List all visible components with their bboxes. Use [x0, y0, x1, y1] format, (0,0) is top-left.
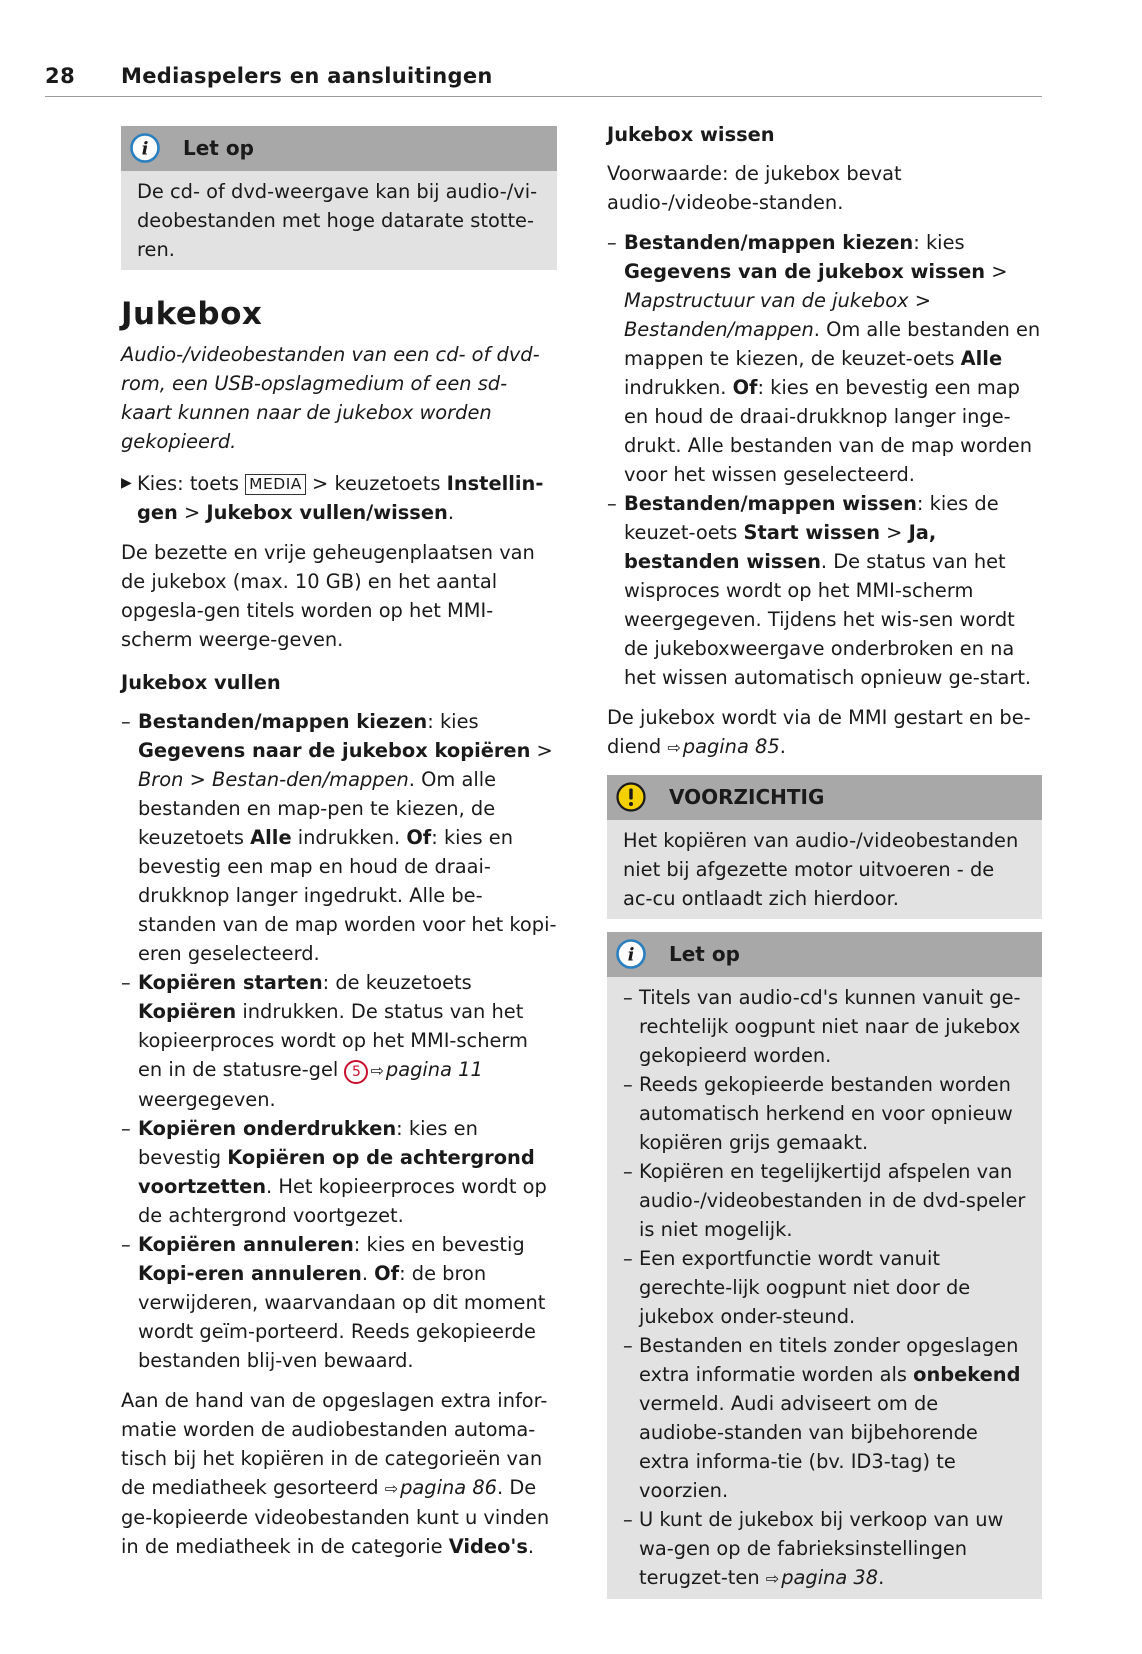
note-box: [607, 932, 1042, 1599]
media-key: MEDIA: [245, 474, 306, 495]
list-item: – Kopiëren en tegelijkertijd afspelen van audio-/videobestanden in de dvd-speler is niet mogelijk.: [623, 1157, 1026, 1244]
list-item: – Kopiëren annuleren: kies en bevestig Kopi-eren annuleren. Of: de bron verwijderen, waarvandaan op dit moment wordt geïm-porteerd. Reeds gekopieerde bestanden blij-ven bewaard.: [121, 1230, 557, 1375]
exclamation-icon: [615, 781, 647, 813]
note-box-header: [121, 126, 557, 171]
precondition-text: Voorwaarde: de jukebox bevat audio-/videobe-standen.: [607, 162, 902, 214]
info-icon: [129, 132, 161, 164]
list-item: – Bestanden en titels zonder opgeslagen extra informatie worden als onbekend vermeld. Audi adviseert om de audiobe-standen van bijbehorende extra informa-tie (bv. ID3-tag) te voorzien.: [623, 1331, 1026, 1505]
caution-box: [607, 775, 1042, 919]
list-item: – Kopiëren onderdrukken: kies en bevestig Kopiëren op de achtergrond voortzetten. Het kopieerproces wordt op de achtergrond voortgezet.: [121, 1114, 557, 1230]
instruction-step: ▶ Kies: toets MEDIA > keuzetoets Instellin-gen > Jukebox vullen/wissen.: [121, 469, 557, 527]
page-reference-link[interactable]: pagina 86: [400, 1476, 497, 1499]
svg-text:i: i: [141, 138, 149, 160]
memory-paragraph: De bezette en vrije geheugenplaatsen van de jukebox (max. 10 GB) en het aantal opgesla-gen titels worden op het MMI-scherm weerge-geven.: [121, 541, 535, 651]
arrow-right-icon: ⇨: [384, 1479, 399, 1498]
caution-body: [607, 820, 1042, 919]
status-line-number-icon: 5: [344, 1060, 368, 1084]
list-item: – Reeds gekopieerde bestanden worden automatisch herkend en voor opnieuw kopiëren grijs gemaakt.: [623, 1070, 1026, 1157]
sorting-paragraph: Aan de hand van de opgeslagen extra infor-matie worden de audiobestanden automa-tisch bij het kopiëren in de categorieën van de mediatheek gesorteerd ⇨ pagina 86. De ge-kopieerde videobestanden kunt u vinden in de mediatheek in de categorie Video's.: [121, 1389, 550, 1558]
caution-text: Het kopiëren van audio-/videobestanden niet bij afgezette motor uitvoeren - de ac-cu ontlaadt zich hierdoor.: [623, 829, 1019, 910]
start-paragraph: De jukebox wordt via de MMI gestart en be-diend ⇨ pagina 85.: [607, 706, 1031, 758]
page-reference-link[interactable]: pagina 11: [385, 1058, 483, 1081]
note-box: [121, 126, 557, 270]
list-item: – U kunt de jukebox bij verkoop van uw wa-gen op de fabrieksinstellingen terugzet-ten ⇨ pagina 38.: [623, 1505, 1026, 1593]
subheading-jukebox-wissen: Jukebox wissen: [607, 123, 775, 146]
note-title: Let op: [183, 136, 254, 160]
page-reference-link[interactable]: pagina 85: [682, 735, 780, 758]
note-body: [607, 977, 1042, 1599]
left-column: [121, 126, 557, 1561]
list-item: – Een exportfunctie wordt vanuit gerechte-lijk oogpunt niet door de jukebox onder-steund.: [623, 1244, 1026, 1331]
chapter-title: Mediaspelers en aansluitingen: [121, 64, 493, 88]
right-column: [607, 120, 1042, 1599]
note-body: [121, 171, 557, 270]
note-text: De cd- of dvd-weergave kan bij audio-/vi-deobestanden met hoge datarate stotte-ren.: [137, 180, 538, 261]
list-item: – Bestanden/mappen wissen: kies de keuzet-oets Start wissen > Ja, bestanden wissen. De status van het wisproces wordt op het MMI-scherm weergegeven. Tijdens het wis-sen wordt de jukeboxweergave onderbroken en na het wissen automatisch opnieuw ge-start.: [607, 489, 1042, 692]
subheading-jukebox-vullen: Jukebox vullen: [121, 671, 281, 694]
caution-title: VOORZICHTIG: [669, 785, 825, 809]
list-item: – Titels van audio-cd's kunnen vanuit ge-rechtelijk oogpunt niet naar de jukebox gekopieerd worden.: [623, 983, 1026, 1070]
delete-steps-list: [607, 228, 1042, 692]
note-title: Let op: [669, 942, 740, 966]
page-header: [45, 62, 1042, 97]
page-number: 28: [45, 64, 76, 88]
list-item: – Kopiëren starten: de keuzetoets Kopiëren indrukken. De status van het kopieerproces wordt op het MMI-scherm en in de statusre-gel 5 ⇨ pagina 11 weergegeven.: [121, 968, 557, 1114]
arrow-right-icon: ⇨: [765, 1569, 780, 1588]
arrow-right-icon: ⇨: [370, 1061, 384, 1080]
page-reference-link[interactable]: pagina 38: [781, 1566, 879, 1589]
note-list: [623, 983, 1026, 1593]
section-intro: Audio-/videobestanden van een cd- of dvd-rom, een USB-opslagmedium of een sd-kaart kunnen naar de jukebox worden gekopieerd.: [121, 343, 540, 453]
section-heading: Jukebox: [121, 296, 263, 332]
list-item: – Bestanden/mappen kiezen: kies Gegevens van de jukebox wissen > Mapstructuur van de jukebox > Bestanden/mappen. Om alle bestanden en mappen te kiezen, de keuzet-oets Alle indrukken. Of: kies en bevestig een map en houd de draai-drukknop langer inge-drukt. Alle bestanden van de map worden voor het wissen geselecteerd.: [607, 228, 1042, 489]
caution-box-header: [607, 775, 1042, 820]
list-item: – Bestanden/mappen kiezen: kies Gegevens naar de jukebox kopiëren > Bron > Bestan-den/mappen. Om alle bestanden en map-pen te kiezen, de keuzetoets Alle indrukken. Of: kies en bevestig een map en houd de draai-drukknop langer ingedrukt. Alle be-standen van de map worden voor het kopi-eren geselecteerd.: [121, 707, 557, 968]
note-box-header: [607, 932, 1042, 977]
arrow-right-icon: ⇨: [667, 738, 681, 757]
info-icon: [615, 938, 647, 970]
triangle-bullet-icon: ▶: [121, 475, 132, 491]
fill-steps-list: [121, 707, 557, 1375]
svg-text:i: i: [627, 944, 635, 966]
